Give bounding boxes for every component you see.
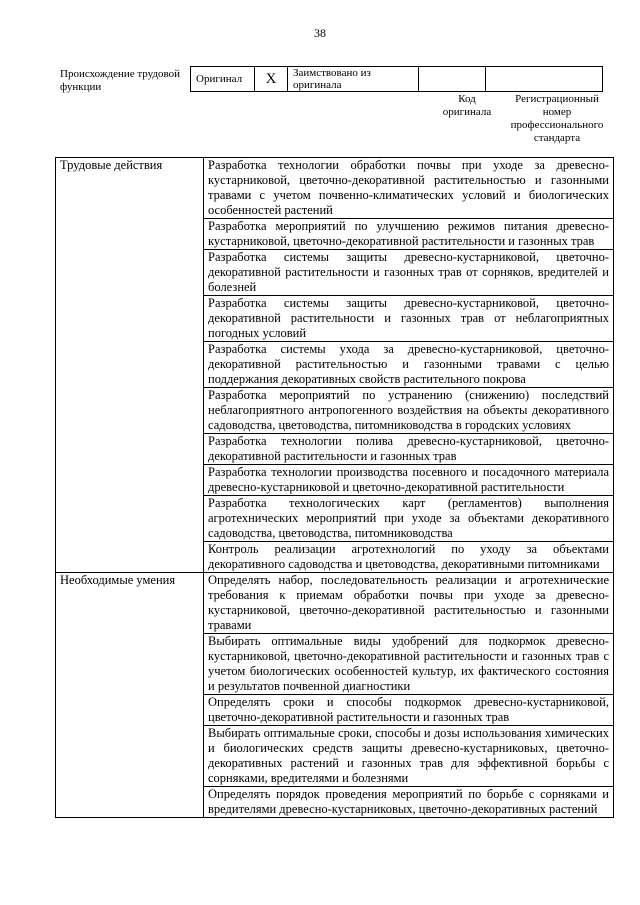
borrowed-cell: Заимствовано из оригинала xyxy=(288,67,419,92)
row-text: Разработка технологических карт (регламентов) выполнения агротехнических мероприятий при уходе за объектами декоративного садоводства, цветоводства, питомниководства xyxy=(204,496,614,542)
original-mark: X xyxy=(255,67,288,92)
code-cell xyxy=(419,67,486,92)
row-text: Определять порядок проведения мероприятий по борьбе с сорняками и вредителями древесно-кустарниковых, цветочно-декоративных растений xyxy=(204,787,614,818)
function-table xyxy=(55,157,614,818)
row-text: Выбирать оптимальные виды удобрений для подкормок древесно-кустарниковой, цветочно-декоративной растительности и газонных трав с учетом биологических особенностей культур, их фактического состояния и результатов почвенной диагностики xyxy=(204,634,614,695)
row-text: Определять сроки и способы подкормок древесно-кустарниковой, цветочно-декоративной растительности и газонных трав xyxy=(204,695,614,726)
row-text: Разработка мероприятий по улучшению режимов питания древесно-кустарниковой, цветочно-декоративной растительности и газонных трав xyxy=(204,219,614,250)
table-row xyxy=(56,573,614,634)
row-text: Разработка системы ухода за древесно-кустарниковой, цветочно-декоративной растительностью и газонными травами с целью поддержания декоративных свойств растительного покрова xyxy=(204,342,614,388)
row-text: Разработка технологии производства посевного и посадочного материала древесно-кустарниковой и цветочно-декоративной растительности xyxy=(204,465,614,496)
section-label: Трудовые действия xyxy=(56,158,204,573)
row-text: Определять набор, последовательность реализации и агротехнические требования к приемам обработки почвы при уходе за древесно-кустарниковой, цветочно-декоративной растительностью и газонными травами xyxy=(204,573,614,634)
row-text: Контроль реализации агротехнологий по уходу за объектами декоративного садоводства и цветоводства, декоративными питомниками xyxy=(204,542,614,573)
table-row xyxy=(56,158,614,219)
page-number: 38 xyxy=(314,26,326,40)
row-text: Выбирать оптимальные сроки, способы и дозы использования химических и биологических средств защиты древесно-кустарниковых, цветочно-декоративных растений и газонных трав для эффективной борьбы с сорняками, вредителями и болезнями xyxy=(204,726,614,787)
row-text: Разработка технологии полива древесно-кустарниковой, цветочно-декоративной растительности и газонных трав xyxy=(204,434,614,465)
origin-label: Происхождение трудовой функции xyxy=(60,68,181,93)
original-cell: Оригинал xyxy=(191,67,255,92)
reg-number-cell xyxy=(486,67,603,92)
row-text: Разработка системы защиты древесно-кустарниковой, цветочно-декоративной растительности и газонных трав от неблагоприятных погодных условий xyxy=(204,296,614,342)
row-text: Разработка системы защиты древесно-кустарниковой, цветочно-декоративной растительности и газонных трав от сорняков, вредителей и болезней xyxy=(204,250,614,296)
reg-number-caption: Регистрационный номер профессионального стандарта xyxy=(510,93,604,144)
code-caption: Код оригинала xyxy=(442,93,492,118)
section-label: Необходимые умения xyxy=(56,573,204,818)
row-text: Разработка мероприятий по устранению (снижению) последствий неблагоприятного антропогенного воздействия на объекты декоративного садоводства, цветоводства, питомниководства в городских условиях xyxy=(204,388,614,434)
origin-table xyxy=(190,66,603,92)
row-text: Разработка технологии обработки почвы при уходе за древесно-кустарниковой, цветочно-декоративной растительностью и газонными травами с учетом почвенно-климатических условий и биологических особенностей растений xyxy=(204,158,614,219)
